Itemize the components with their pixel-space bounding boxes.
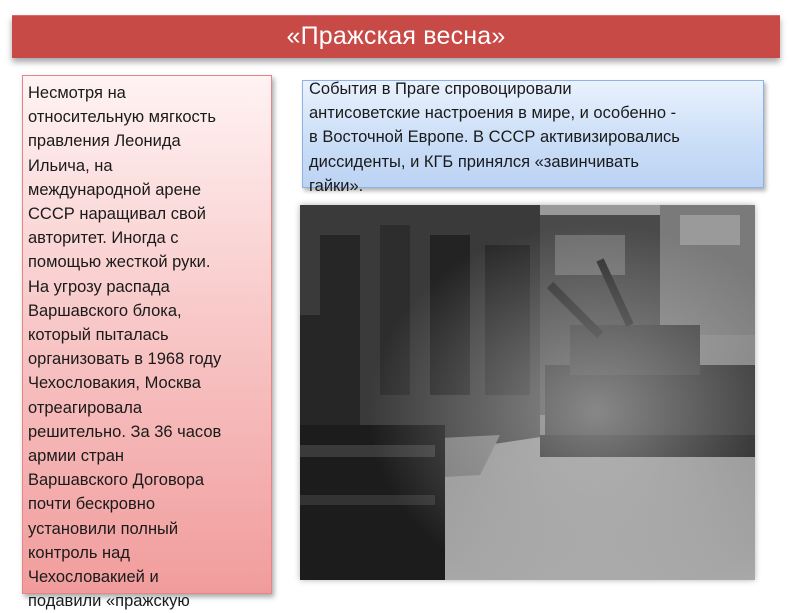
right-body-text: События в Праге спровоцировали антисоветские настроения в мире, и особенно - в Восточной Европе. В СССР активизировались диссиденты, и КГБ принялся «завинчивать гайки».: [309, 80, 680, 195]
left-text-box: [22, 75, 272, 611]
right-text-box: [302, 80, 764, 195]
slide-title: «Пражская весна»: [286, 22, 506, 50]
title-bar: [12, 15, 780, 58]
photo-illustration: [300, 205, 755, 580]
left-body-text: Несмотря на относительную мягкость правления Леонида Ильича, на международной арене СССР наращивал свой авторитет. Иногда с помощью жесткой руки. На угрозу распада Варшавского блока, который пыталась организовать в 1968 году Чехословакия, Москва отреагировала решительно. За 36 часов армии стран Варшавского Договора почти бескровно установили полный контроль над Чехословакией и подавили «пражскую: [28, 84, 222, 611]
tanks-photo: [300, 205, 755, 580]
